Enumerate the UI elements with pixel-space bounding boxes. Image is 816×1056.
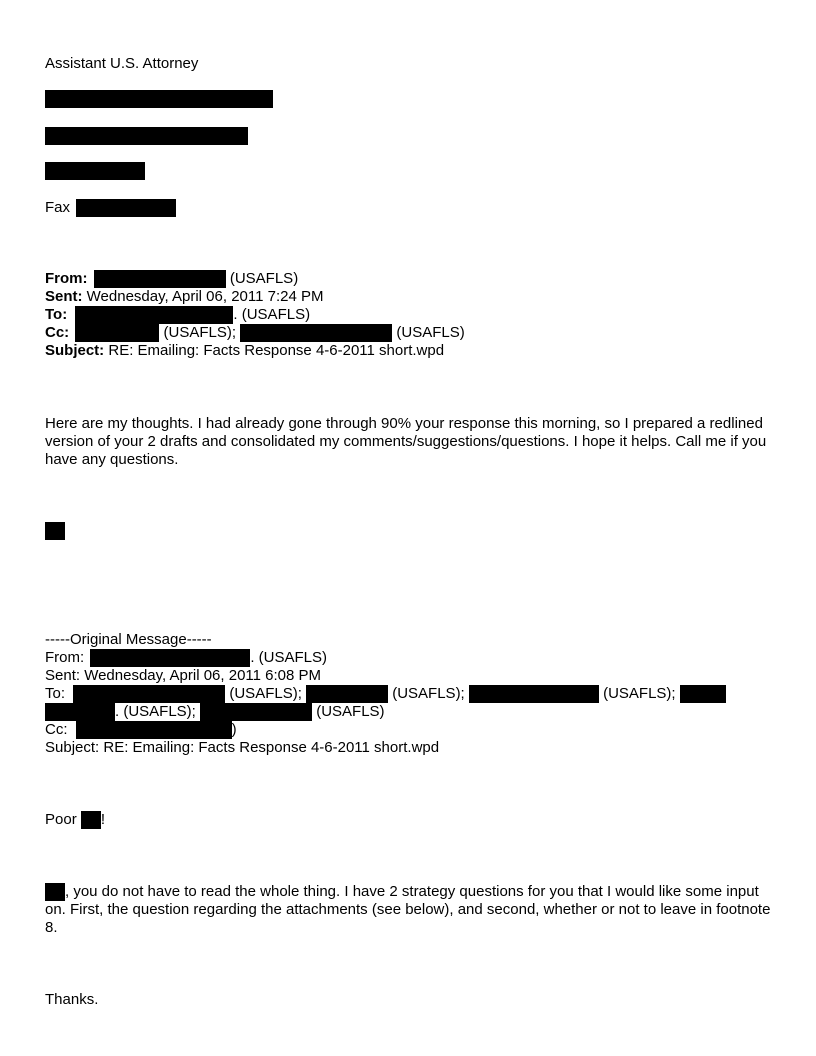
reply-to-line xyxy=(45,306,310,324)
original-to-org-5: (USAFLS) xyxy=(316,703,385,720)
reply-body: Here are my thoughts. I had already gone through 90% your response this morning, so I prepared a redlined version of your 2 drafts and consolidated my comments/suggestions/questions. I hope it helps. Call me if you have any questions. xyxy=(45,415,767,468)
original-to-line-2 xyxy=(45,703,385,721)
reply-subject-line xyxy=(45,342,444,360)
original-cc-line xyxy=(45,721,237,739)
cc-label: Cc: xyxy=(45,324,70,341)
redaction-poor-name xyxy=(81,811,101,829)
original-cc-suffix: ) xyxy=(231,721,237,738)
redaction-cc-name-1 xyxy=(75,324,159,342)
original-to-label: To: xyxy=(45,685,66,702)
redaction-to-1 xyxy=(73,685,225,703)
original-to-line xyxy=(45,685,726,703)
redaction-cc-name-2 xyxy=(240,324,392,342)
cc-org-2: (USAFLS) xyxy=(396,324,465,341)
original-to-org-2: (USAFLS); xyxy=(392,685,465,702)
to-org: . (USAFLS) xyxy=(233,306,311,323)
redaction-original-cc xyxy=(76,721,232,739)
redaction-to-name xyxy=(75,306,233,324)
sent-value: Wednesday, April 06, 2011 7:24 PM xyxy=(86,288,324,305)
to-label: To: xyxy=(45,306,68,323)
redaction-fax-number xyxy=(76,199,176,217)
original-to-org-3: (USAFLS); xyxy=(603,685,676,702)
reply-from-line xyxy=(45,270,298,288)
redaction-to-5 xyxy=(200,703,312,721)
original-cc-label: Cc: xyxy=(45,721,68,738)
from-label: From: xyxy=(45,270,88,287)
redaction-signature-phone xyxy=(45,162,145,180)
from-org: (USAFLS) xyxy=(229,270,299,287)
redaction-to-4a xyxy=(680,685,726,703)
fax-label: Fax xyxy=(45,199,71,216)
redaction-original-from xyxy=(90,649,250,667)
redaction-addressee xyxy=(45,883,65,901)
original-to-org-1: (USAFLS); xyxy=(229,685,302,702)
redaction-to-4b xyxy=(45,703,115,721)
original-body-text: , you do not have to read the whole thing. I have 2 strategy questions for you that I would like some input on. First, the question regarding the attachments (see below), and second, whether or not to leave in footnote 8. xyxy=(45,883,771,936)
cc-org-1: (USAFLS); xyxy=(163,324,237,341)
signature-fax-line xyxy=(45,199,176,217)
redaction-signature-name xyxy=(45,90,273,108)
redaction-reply-signoff xyxy=(45,522,65,540)
subject-value: RE: Emailing: Facts Response 4-6-2011 short.wpd xyxy=(108,342,445,359)
original-subject-line: Subject: RE: Emailing: Facts Response 4-6-2011 short.wpd xyxy=(45,739,440,756)
poor-suffix: ! xyxy=(100,811,106,828)
subject-label: Subject: xyxy=(45,342,105,359)
closing: Thanks. xyxy=(45,991,99,1008)
original-to-org-4: . (USAFLS); xyxy=(115,703,196,720)
signature-title: Assistant U.S. Attorney xyxy=(45,55,199,72)
original-sent-line: Sent: Wednesday, April 06, 2011 6:08 PM xyxy=(45,667,322,684)
reply-sent-line xyxy=(45,288,324,306)
redaction-to-2 xyxy=(306,685,388,703)
redaction-to-3 xyxy=(469,685,599,703)
poor-prefix: Poor xyxy=(45,811,77,828)
original-from-org: . (USAFLS) xyxy=(250,649,328,666)
reply-cc-line xyxy=(45,324,465,342)
original-divider: -----Original Message----- xyxy=(45,631,212,648)
original-body xyxy=(45,883,775,937)
original-from-line xyxy=(45,649,327,667)
sent-label: Sent: xyxy=(45,288,83,305)
original-from-label: From: xyxy=(45,649,85,666)
redaction-signature-office xyxy=(45,127,248,145)
poor-line xyxy=(45,811,105,829)
redaction-from-name xyxy=(94,270,226,288)
